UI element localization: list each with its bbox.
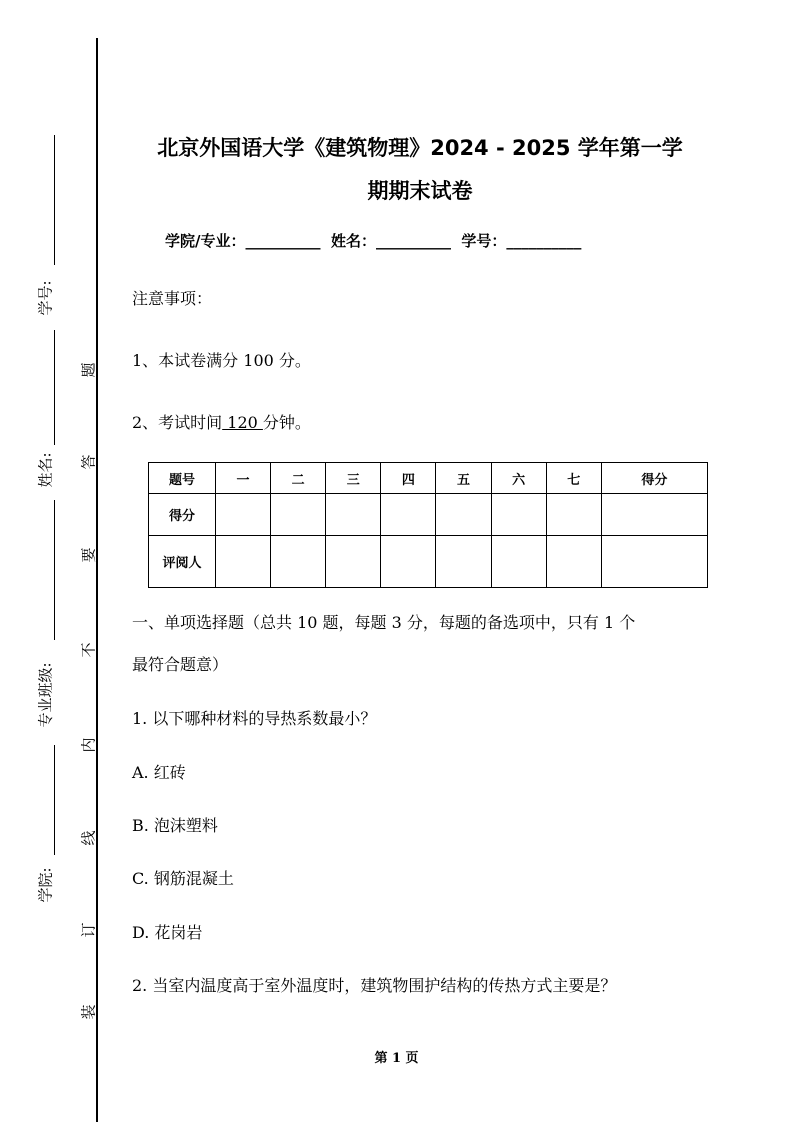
margin-underline <box>54 330 55 445</box>
grader-cell <box>326 536 381 588</box>
q1-option-d: D. 花岗岩 <box>132 923 203 942</box>
exam-duration-value: 120 <box>222 413 263 432</box>
score-cell <box>216 494 271 536</box>
table-header-cell: 三 <box>326 463 381 494</box>
binding-line <box>96 38 98 1122</box>
score-cell <box>326 494 381 536</box>
row-label: 得分 <box>149 494 216 536</box>
score-cell <box>271 494 326 536</box>
name-field: 姓名：__________ <box>330 232 451 250</box>
margin-name-label: 姓名: <box>36 452 55 488</box>
table-header-cell: 五 <box>436 463 491 494</box>
margin-underline <box>54 135 55 265</box>
binding-warning-char: 答 <box>79 454 98 470</box>
score-cell <box>601 494 707 536</box>
page-number: 第 1 页 <box>374 1051 419 1066</box>
college-major-field: 学院/专业：__________ <box>165 232 321 250</box>
table-header-cell: 六 <box>491 463 546 494</box>
margin-student-id-label: 学号: <box>36 280 55 316</box>
q1-option-b: B. 泡沫塑料 <box>132 816 218 835</box>
q1-option-a: A. 红砖 <box>132 763 186 782</box>
grader-cell <box>381 536 436 588</box>
binding-warning-char: 内 <box>79 737 98 753</box>
exam-title-line2: 期期末试卷 <box>367 179 473 203</box>
section-heading: 一、单项选择题（总共 10 题，每题 3 分，每题的备选项中，只有 1 个 <box>132 613 636 632</box>
margin-underline <box>54 500 55 640</box>
table-header-cell: 四 <box>381 463 436 494</box>
grader-cell <box>601 536 707 588</box>
margin-major-class-label: 专业班级: <box>36 662 55 728</box>
exam-title-line1: 北京外国语大学《建筑物理》2024 - 2025 学年第一学 <box>157 136 683 160</box>
table-row <box>149 536 708 588</box>
score-cell <box>436 494 491 536</box>
q1-option-c: C. 钢筋混凝土 <box>132 869 234 888</box>
grader-cell <box>546 536 601 588</box>
score-cell <box>381 494 436 536</box>
note-text: 分钟。 <box>262 413 311 432</box>
table-header-cell: 二 <box>271 463 326 494</box>
binding-warning-char: 订 <box>79 922 98 938</box>
binding-warning-char: 不 <box>79 642 98 658</box>
table-row <box>149 494 708 536</box>
table-header-cell: 一 <box>216 463 271 494</box>
note-item: 1、本试卷满分 100 分。 <box>132 351 311 370</box>
student-info-line <box>165 230 581 251</box>
question-2: 2. 当室内温度高于室外温度时，建筑物围护结构的传热方式主要是？ <box>132 976 617 995</box>
binding-warning-char: 装 <box>79 1004 98 1020</box>
margin-underline <box>54 745 55 855</box>
grader-cell <box>271 536 326 588</box>
note-text: 2、考试时间 <box>132 413 223 432</box>
grader-cell <box>491 536 546 588</box>
table-header-row <box>149 463 708 494</box>
binding-warning-char: 线 <box>79 830 98 846</box>
grader-cell <box>216 536 271 588</box>
note-item <box>132 410 311 433</box>
student-id-field: 学号：__________ <box>461 232 582 250</box>
grader-cell <box>436 536 491 588</box>
score-table <box>148 462 708 588</box>
binding-warning-char: 要 <box>79 547 98 563</box>
margin-college-label: 学院: <box>36 867 55 903</box>
table-header-cell: 题号 <box>149 463 216 494</box>
binding-warning-char: 题 <box>79 362 98 378</box>
section-heading-cont: 最符合题意） <box>132 655 229 674</box>
notes-heading: 注意事项： <box>132 289 213 308</box>
question-1: 1. 以下哪种材料的导热系数最小？ <box>132 709 377 728</box>
score-cell <box>546 494 601 536</box>
score-cell <box>491 494 546 536</box>
table-header-cell: 七 <box>546 463 601 494</box>
table-header-cell: 得分 <box>601 463 707 494</box>
row-label: 评阅人 <box>149 536 216 588</box>
